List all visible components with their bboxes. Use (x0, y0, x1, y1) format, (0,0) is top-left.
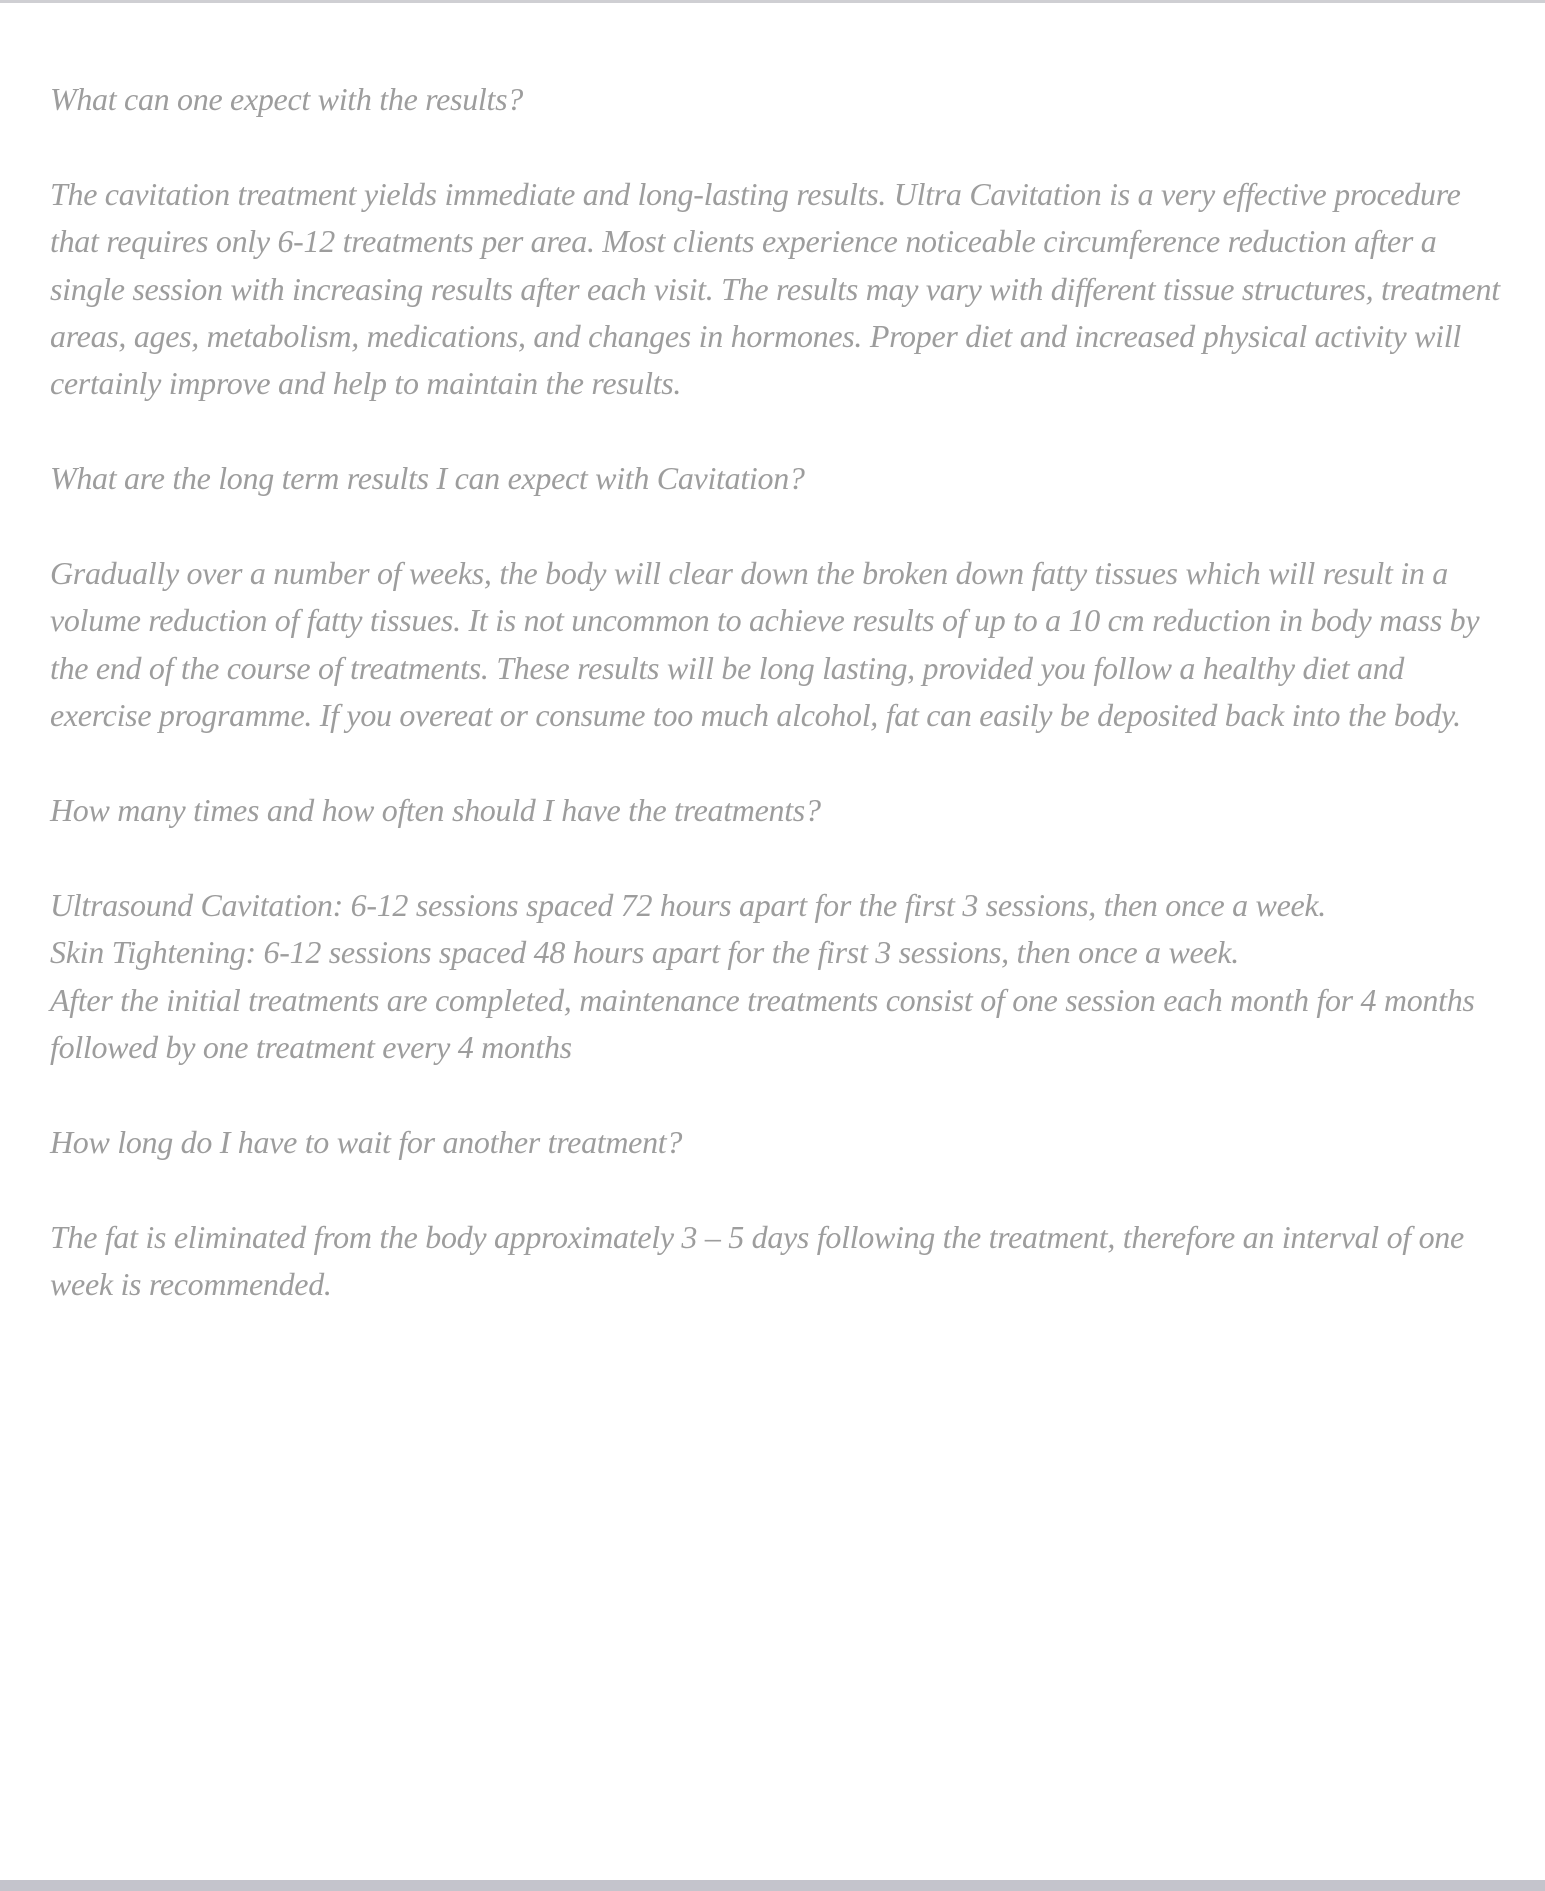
faq-answer-line: After the initial treatments are completed, maintenance treatments consist of one session each month for 4 months followed by one treatment every 4 months (50, 981, 1475, 1066)
faq-answer (50, 882, 1500, 1072)
faq-question: How long do I have to wait for another treatment? (50, 1123, 683, 1160)
faq-question: How many times and how often should I have the treatments? (50, 792, 821, 829)
faq-answer-line: Gradually over a number of weeks, the body will clear down the broken down fatty tissues which will result in a volume reduction of fatty tissues. It is not uncommon to achieve results of up to a 10 cm reduction in body mass by the end of the course of treatments. These results will be long lasting, provided you follow a healthy diet and exercise programme. If you overeat or consume too much alcohol, fat can easily be deposited back into the body. (50, 555, 1480, 734)
faq-answer-line: The fat is eliminated from the body approximately 3 – 5 days following the treatment, therefore an interval of one week is recommended. (50, 1218, 1464, 1303)
bottom-bar (0, 1880, 1545, 1891)
top-divider (0, 0, 1545, 3)
faq-answer (50, 550, 1500, 740)
faq-question: What are the long term results I can expect with Cavitation? (50, 460, 805, 497)
faq-answer-line: The cavitation treatment yields immediate and long-lasting results. Ultra Cavitation is a very effective procedure that requires only 6-12 treatments per area. Most clients experience noticeable circumference reduction after a single session with increasing results after each visit. The results may vary with different tissue structures, treatment areas, ages, metabolism, medications, and changes in hormones. Proper diet and increased physical activity will certainly improve and help to maintain the results. (50, 175, 1500, 402)
faq-question: What can one expect with the results? (50, 81, 523, 117)
faq-content (50, 76, 1500, 1356)
faq-answer (50, 171, 1500, 408)
faq-answer-line: Skin Tightening: 6-12 sessions spaced 48 hours apart for the first 3 sessions, then once a week. (50, 934, 1239, 971)
faq-answer (50, 1214, 1500, 1309)
faq-answer-line: Ultrasound Cavitation: 6-12 sessions spaced 72 hours apart for the first 3 sessions, then once a week. (50, 886, 1327, 923)
